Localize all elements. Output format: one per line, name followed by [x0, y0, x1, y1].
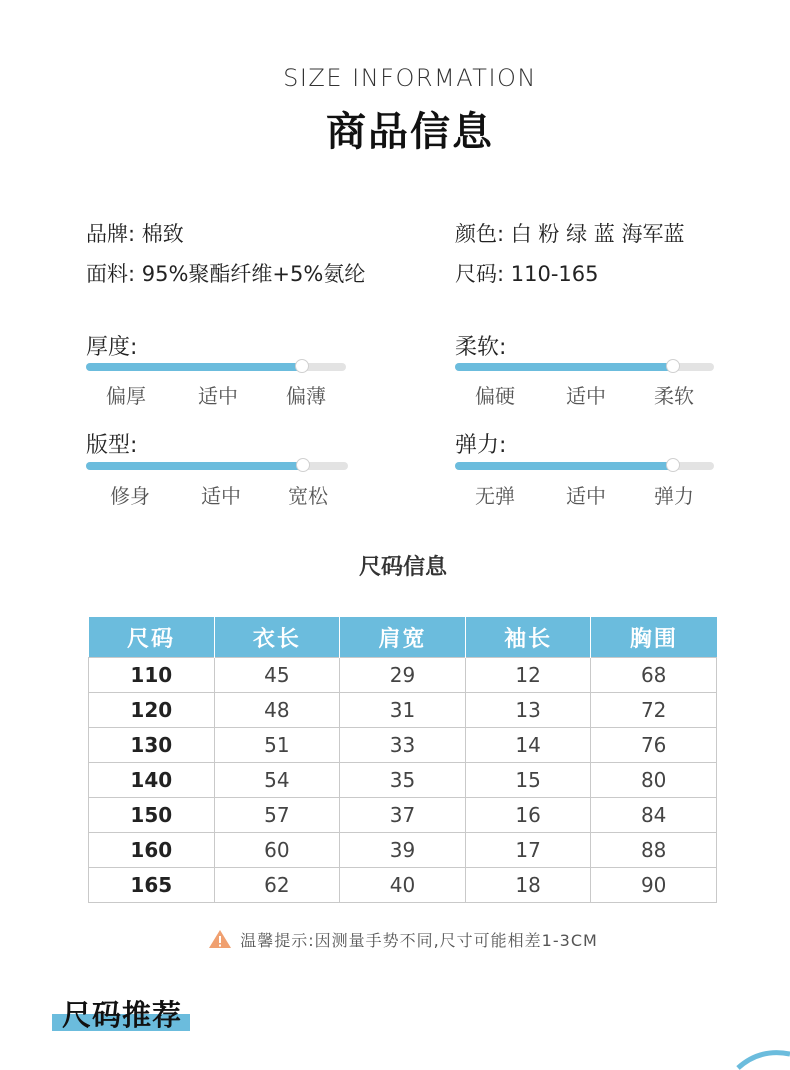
column-header: 肩宽 [340, 617, 466, 658]
brand-text: 品牌: 棉致 [86, 222, 184, 246]
tick-label: 偏厚 [106, 384, 146, 408]
slider-fill [455, 462, 673, 470]
table-row [89, 728, 717, 763]
size-cell: 150 [89, 798, 215, 833]
measurement-cell: 35 [340, 763, 466, 798]
measurement-cell: 29 [340, 658, 466, 693]
size-cell: 160 [89, 833, 215, 868]
slider-knob [666, 359, 680, 373]
table-header-row [89, 617, 717, 658]
measurement-cell: 80 [591, 763, 717, 798]
slider-fill [86, 363, 302, 371]
measurement-cell: 16 [465, 798, 591, 833]
measurement-cell: 54 [214, 763, 340, 798]
table-row [89, 658, 717, 693]
measurement-cell: 62 [214, 868, 340, 903]
attr-thickness-slider [86, 363, 346, 371]
slider-fill [455, 363, 673, 371]
measurement-cell: 37 [340, 798, 466, 833]
slider-fill [86, 462, 303, 470]
measurement-cell: 88 [591, 833, 717, 868]
table-row [89, 798, 717, 833]
tick-label: 弹力 [654, 484, 694, 508]
size-table-body [89, 658, 717, 903]
measurement-cell: 14 [465, 728, 591, 763]
column-header: 衣长 [214, 617, 340, 658]
fabric-text: 面料: 95%聚酯纤维+5%氨纶 [86, 262, 366, 286]
tick-label: 柔软 [654, 384, 694, 408]
measurement-cell: 40 [340, 868, 466, 903]
attr-softness-slider [455, 363, 714, 371]
column-header: 尺码 [89, 617, 215, 658]
page-title: 商品信息 [326, 109, 494, 155]
column-header: 胸围 [591, 617, 717, 658]
measurement-cell: 45 [214, 658, 340, 693]
attr-fit-label: 版型: [86, 433, 138, 458]
measurement-cell: 90 [591, 868, 717, 903]
size-cell: 110 [89, 658, 215, 693]
measurement-cell: 60 [214, 833, 340, 868]
measurement-cell: 68 [591, 658, 717, 693]
recommend-title: 尺码推荐 [62, 998, 183, 1032]
measurement-cell: 48 [214, 693, 340, 728]
tip-text: 温馨提示:因测量手势不同,尺寸可能相差1-3CM [240, 931, 598, 950]
table-row [89, 693, 717, 728]
column-header: 袖长 [465, 617, 591, 658]
table-row [89, 833, 717, 868]
attr-softness-label: 柔软: [455, 335, 507, 360]
size-cell: 140 [89, 763, 215, 798]
decorative-arc [730, 1040, 790, 1070]
tick-label: 适中 [566, 384, 606, 408]
measurement-cell: 72 [591, 693, 717, 728]
slider-knob [666, 458, 680, 472]
size-table-title: 尺码信息 [358, 555, 447, 580]
measurement-cell: 17 [465, 833, 591, 868]
tick-label: 偏薄 [286, 384, 326, 408]
size-range-text: 尺码: 110-165 [455, 262, 599, 286]
measurement-cell: 33 [340, 728, 466, 763]
measurement-cell: 39 [340, 833, 466, 868]
measurement-cell: 31 [340, 693, 466, 728]
measurement-cell: 15 [465, 763, 591, 798]
table-row [89, 868, 717, 903]
measurement-cell: 18 [465, 868, 591, 903]
measurement-cell: 12 [465, 658, 591, 693]
slider-knob [295, 359, 309, 373]
tick-label: 宽松 [288, 484, 328, 508]
measurement-cell: 84 [591, 798, 717, 833]
slider-knob [296, 458, 310, 472]
attr-elasticity-label: 弹力: [455, 433, 507, 458]
tick-label: 偏硬 [475, 384, 515, 408]
tick-label: 适中 [566, 484, 606, 508]
attr-thickness-label: 厚度: [86, 335, 138, 360]
measurement-cell: 57 [214, 798, 340, 833]
size-cell: 165 [89, 868, 215, 903]
table-row [89, 763, 717, 798]
size-cell: 130 [89, 728, 215, 763]
size-cell: 120 [89, 693, 215, 728]
tick-label: 无弹 [475, 484, 515, 508]
tick-label: 适中 [201, 484, 241, 508]
color-text: 颜色: 白 粉 绿 蓝 海军蓝 [455, 222, 685, 246]
tip-row [0, 928, 790, 951]
warning-icon [208, 929, 232, 949]
measurement-cell: 13 [465, 693, 591, 728]
en-title: SIZE INFORMATION [283, 64, 537, 92]
measurement-cell: 76 [591, 728, 717, 763]
size-table [88, 617, 717, 903]
measurement-cell: 51 [214, 728, 340, 763]
tick-label: 适中 [198, 384, 238, 408]
tick-label: 修身 [110, 484, 150, 508]
attr-elasticity-slider [455, 462, 714, 470]
attr-fit-slider [86, 462, 348, 470]
